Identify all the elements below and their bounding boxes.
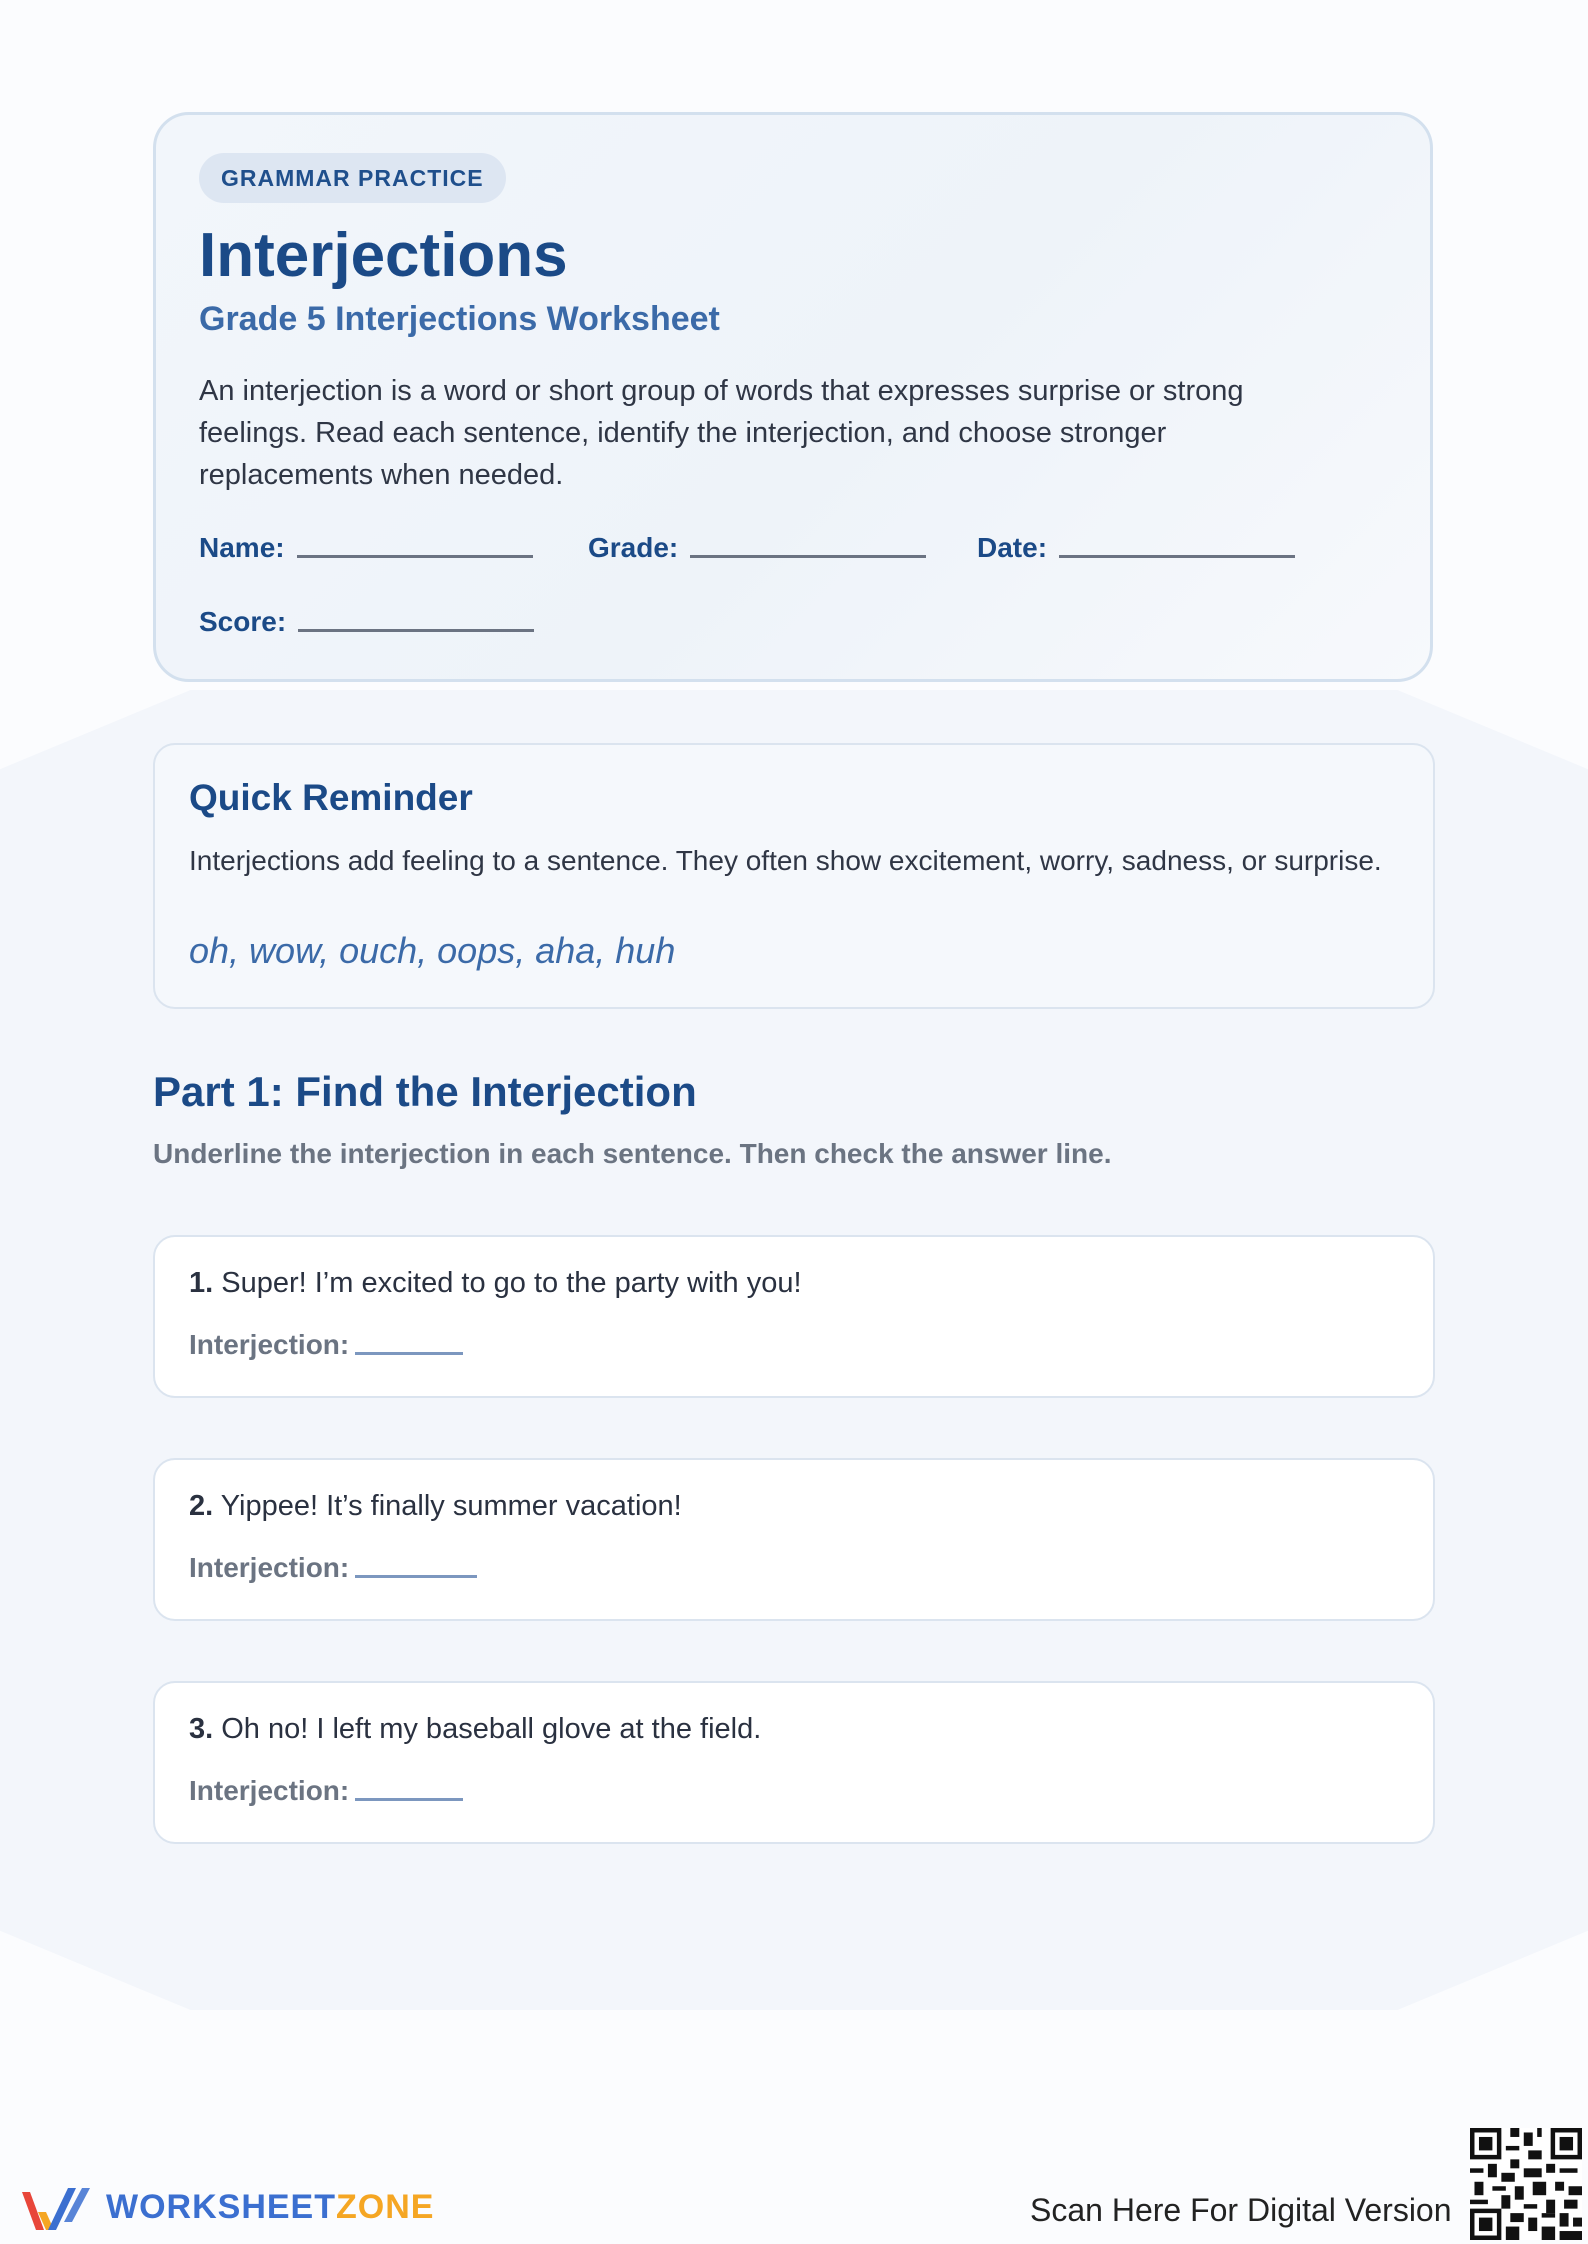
answer-row xyxy=(189,1329,463,1361)
category-badge: GRAMMAR PRACTICE xyxy=(199,153,506,203)
reminder-examples: oh, wow, ouch, oops, aha, huh xyxy=(189,930,676,971)
date-field xyxy=(977,532,1295,564)
score-label: Score: xyxy=(199,606,287,637)
question-number: 2. xyxy=(189,1490,214,1522)
brand-name xyxy=(106,2188,434,2227)
question-card xyxy=(153,1235,1435,1398)
question-text xyxy=(189,1490,682,1523)
reminder-text: Interjections add feeling to a sentence. They often show excitement, worry, sadness, or surprise. xyxy=(189,845,1382,876)
part1-title: Part 1: Find the Interjection xyxy=(153,1068,697,1115)
name-field xyxy=(199,532,533,564)
question-number: 3. xyxy=(189,1713,214,1745)
answer-line[interactable] xyxy=(355,1352,463,1355)
answer-label: Interjection: xyxy=(189,1775,350,1806)
grade-label: Grade: xyxy=(588,532,679,563)
answer-label: Interjection: xyxy=(189,1329,350,1360)
question-sentence: Yippee! It’s finally summer vacation! xyxy=(220,1490,682,1522)
part1-instructions: Underline the interjection in each sentence. Then check the answer line. xyxy=(153,1138,1112,1169)
scan-text: Scan Here For Digital Version xyxy=(1030,2192,1452,2228)
score-field xyxy=(199,606,534,638)
question-card xyxy=(153,1458,1435,1621)
question-card xyxy=(153,1681,1435,1844)
answer-row xyxy=(189,1552,477,1584)
question-text xyxy=(189,1267,802,1300)
page-subtitle: Grade 5 Interjections Worksheet xyxy=(199,300,720,338)
date-label: Date: xyxy=(977,532,1048,563)
worksheetzone-logo-icon xyxy=(18,2182,94,2234)
name-label: Name: xyxy=(199,532,285,563)
name-line[interactable] xyxy=(297,555,533,558)
question-sentence: Oh no! I left my baseball glove at the field. xyxy=(221,1713,762,1745)
brand-name-part1: WORKSHEET xyxy=(106,2188,336,2226)
answer-line[interactable] xyxy=(355,1575,477,1578)
date-line[interactable] xyxy=(1059,555,1295,558)
intro-text: An interjection is a word or short group of words that expresses surprise or strong feelings. Read each sentence, identify the interjection, and choose stronger replacements when needed. xyxy=(199,375,1244,491)
grade-field xyxy=(588,532,926,564)
answer-row xyxy=(189,1775,463,1807)
grade-line[interactable] xyxy=(690,555,926,558)
question-sentence: Super! I’m excited to go to the party with you! xyxy=(221,1267,802,1299)
page-title: Interjections xyxy=(199,221,568,290)
question-text xyxy=(189,1713,761,1746)
brand-name-part2: ZONE xyxy=(336,2188,435,2226)
reminder-card xyxy=(153,743,1435,1009)
reminder-title: Quick Reminder xyxy=(189,777,473,818)
question-number: 1. xyxy=(189,1267,214,1299)
header-card xyxy=(153,112,1433,682)
score-line[interactable] xyxy=(298,629,534,632)
qr-code-icon[interactable] xyxy=(1470,2128,1582,2240)
answer-line[interactable] xyxy=(355,1798,463,1801)
answer-label: Interjection: xyxy=(189,1552,350,1583)
